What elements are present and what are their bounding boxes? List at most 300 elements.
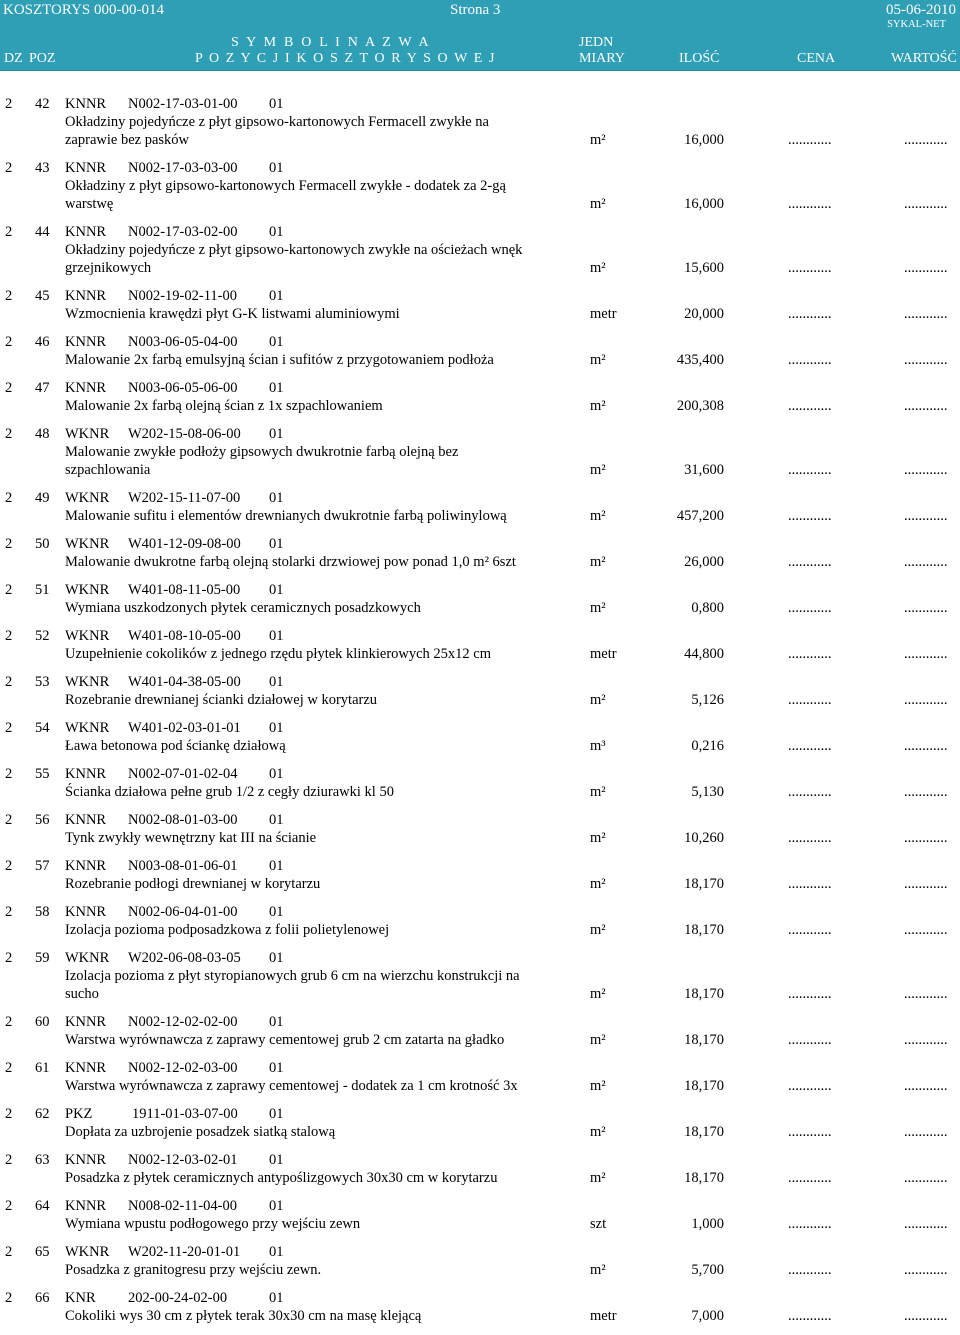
item-variant: 01 xyxy=(269,628,284,644)
item-description-line: Malowanie 2x farbą emulsyjną ścian i sufitów z przygotowaniem podłoża xyxy=(65,352,494,368)
item-header-line xyxy=(0,719,960,737)
row-spacer xyxy=(0,1187,960,1197)
item-last-line xyxy=(0,1031,960,1049)
item-position: 48 xyxy=(35,426,50,442)
item-price: ............ xyxy=(788,738,832,754)
col-ilosc: ILOŚĆ xyxy=(679,51,720,66)
item-quantity: 10,260 xyxy=(684,830,724,846)
item-description-line: Wzmocnienia krawędzi płyt G-K listwami aluminiowymi xyxy=(65,306,400,322)
item-description-line: Tynk zwykły wewnętrzny kat III na ścianie xyxy=(65,830,317,846)
item-description-line: sucho xyxy=(65,986,99,1002)
cost-item-row xyxy=(0,765,960,811)
item-price: ............ xyxy=(788,132,832,148)
item-quantity: 0,216 xyxy=(691,738,724,754)
item-description-line: Izolacja pozioma z płyt styropianowych grub 6 cm na wierzchu konstrukcji na xyxy=(65,968,520,984)
item-description-line: Malowanie zwykłe podłoży gipsowych dwukrotnie farbą olejną bez xyxy=(65,444,459,460)
item-dz: 2 xyxy=(5,160,13,176)
cost-item-row xyxy=(0,489,960,535)
item-variant: 01 xyxy=(269,674,284,690)
item-price: ............ xyxy=(788,260,832,276)
item-description-line: Ścianka działowa pełne grub 1/2 z cegły dziurawki kl 50 xyxy=(65,784,394,800)
cost-item-row xyxy=(0,903,960,949)
col-dz: DZ xyxy=(4,51,23,66)
item-header-line xyxy=(0,489,960,507)
item-catalog: KNNR xyxy=(65,812,107,828)
item-value: ............ xyxy=(904,508,948,524)
item-last-line xyxy=(0,507,960,525)
item-position: 51 xyxy=(35,582,50,598)
item-dz: 2 xyxy=(5,1198,13,1214)
item-header-line xyxy=(0,1059,960,1077)
item-unit: m² xyxy=(590,398,606,414)
item-price: ............ xyxy=(788,398,832,414)
item-header-line xyxy=(0,903,960,921)
item-unit: m² xyxy=(590,922,606,938)
item-catalog: KNNR xyxy=(65,766,107,782)
cost-item-row xyxy=(0,287,960,333)
item-unit: m² xyxy=(590,692,606,708)
item-value: ............ xyxy=(904,1078,948,1094)
cost-item-row xyxy=(0,581,960,627)
item-catalog: KNNR xyxy=(65,96,107,112)
item-position: 46 xyxy=(35,334,50,350)
item-catalog: KNNR xyxy=(65,380,107,396)
item-position: 60 xyxy=(35,1014,50,1030)
item-description-line: zaprawie bez pasków xyxy=(65,132,189,148)
item-variant: 01 xyxy=(269,1014,284,1030)
item-unit: m² xyxy=(590,986,606,1002)
item-variant: 01 xyxy=(269,812,284,828)
item-code: W401-08-10-05-00 xyxy=(128,628,241,644)
item-value: ............ xyxy=(904,196,948,212)
item-unit: m² xyxy=(590,1124,606,1140)
item-dz: 2 xyxy=(5,674,13,690)
item-description-line: warstwę xyxy=(65,196,114,212)
item-position: 61 xyxy=(35,1060,50,1076)
item-header-line xyxy=(0,379,960,397)
item-last-line xyxy=(0,1169,960,1187)
item-description-line: Wymiana uszkodzonych płytek ceramicznych posadzkowych xyxy=(65,600,421,616)
cost-item-row xyxy=(0,379,960,425)
item-description-line: Posadzka z granitogresu przy wejściu zewn. xyxy=(65,1262,322,1278)
item-position: 66 xyxy=(35,1290,50,1306)
item-quantity: 18,170 xyxy=(684,1032,724,1048)
item-variant: 01 xyxy=(269,96,284,112)
col-wartosc: WARTOŚĆ xyxy=(891,51,957,66)
item-price: ............ xyxy=(788,554,832,570)
item-description-line: Dopłata za uzbrojenie posadzek siatką stalową xyxy=(65,1124,336,1140)
item-catalog: KNNR xyxy=(65,1060,107,1076)
item-variant: 01 xyxy=(269,904,284,920)
item-unit: m² xyxy=(590,508,606,524)
item-variant: 01 xyxy=(269,1106,284,1122)
page-number: Strona 3 xyxy=(450,2,501,18)
item-variant: 01 xyxy=(269,766,284,782)
item-code: 202-00-24-02-00 xyxy=(128,1290,228,1306)
item-last-line xyxy=(0,351,960,369)
item-dz: 2 xyxy=(5,858,13,874)
item-code: W401-02-03-01-01 xyxy=(128,720,241,736)
item-header-line xyxy=(0,1151,960,1169)
item-value: ............ xyxy=(904,646,948,662)
item-catalog: WKNR xyxy=(65,628,110,644)
row-spacer xyxy=(0,415,960,425)
item-last-line xyxy=(0,397,960,415)
row-spacer xyxy=(0,847,960,857)
item-catalog: KNNR xyxy=(65,1198,107,1214)
item-quantity: 5,700 xyxy=(691,1262,724,1278)
item-price: ............ xyxy=(788,1216,832,1232)
item-header-line xyxy=(0,1105,960,1123)
row-spacer xyxy=(0,709,960,719)
item-description-line: Warstwa wyrównawcza z zaprawy cementowej grub 2 cm zatarta na gładko xyxy=(65,1032,505,1048)
item-value: ............ xyxy=(904,1124,948,1140)
item-variant: 01 xyxy=(269,582,284,598)
item-unit: m² xyxy=(590,600,606,616)
item-description-line: Ława betonowa pod ściankę działową xyxy=(65,738,286,754)
row-spacer xyxy=(0,663,960,673)
item-position: 47 xyxy=(35,380,50,396)
item-catalog: WKNR xyxy=(65,674,110,690)
cost-item-row xyxy=(0,719,960,765)
item-dz: 2 xyxy=(5,904,13,920)
item-catalog: WKNR xyxy=(65,490,110,506)
item-code: N002-12-02-03-00 xyxy=(128,1060,238,1076)
item-value: ............ xyxy=(904,1308,948,1324)
item-dz: 2 xyxy=(5,1060,13,1076)
item-quantity: 26,000 xyxy=(684,554,724,570)
item-variant: 01 xyxy=(269,426,284,442)
item-value: ............ xyxy=(904,830,948,846)
item-catalog: KNNR xyxy=(65,224,107,240)
item-unit: metr xyxy=(590,306,617,322)
item-variant: 01 xyxy=(269,160,284,176)
row-spacer xyxy=(0,939,960,949)
item-header-line xyxy=(0,673,960,691)
item-catalog: KNNR xyxy=(65,1152,107,1168)
item-position: 53 xyxy=(35,674,50,690)
cost-item-row xyxy=(0,159,960,223)
item-catalog: WKNR xyxy=(65,582,110,598)
item-code: W202-06-08-03-05 xyxy=(128,950,241,966)
item-header-line xyxy=(0,1013,960,1031)
item-code: W401-04-38-05-00 xyxy=(128,674,241,690)
item-quantity: 20,000 xyxy=(684,306,724,322)
row-spacer xyxy=(0,277,960,287)
item-code: W202-15-11-07-00 xyxy=(128,490,241,506)
item-last-line xyxy=(0,1261,960,1279)
item-description-line: Rozebranie drewnianej ścianki działowej w korytarzu xyxy=(65,692,378,708)
row-spacer xyxy=(0,801,960,811)
cost-item-row xyxy=(0,1151,960,1197)
item-quantity: 18,170 xyxy=(684,922,724,938)
item-position: 56 xyxy=(35,812,50,828)
cost-item-row xyxy=(0,95,960,159)
item-header-line xyxy=(0,223,960,241)
item-variant: 01 xyxy=(269,858,284,874)
item-price: ............ xyxy=(788,646,832,662)
item-last-line xyxy=(0,875,960,893)
item-price: ............ xyxy=(788,352,832,368)
item-header-line xyxy=(0,1197,960,1215)
item-code: N008-02-11-04-00 xyxy=(128,1198,237,1214)
row-spacer xyxy=(0,893,960,903)
item-unit: m² xyxy=(590,1032,606,1048)
item-value: ............ xyxy=(904,352,948,368)
item-unit: m² xyxy=(590,462,606,478)
item-variant: 01 xyxy=(269,950,284,966)
item-variant: 01 xyxy=(269,224,284,240)
item-description-line: grzejnikowych xyxy=(65,260,152,276)
page-header-bar xyxy=(0,0,960,32)
item-position: 58 xyxy=(35,904,50,920)
item-header-line xyxy=(0,857,960,875)
cost-item-row xyxy=(0,1197,960,1243)
item-header-line xyxy=(0,287,960,305)
item-price: ............ xyxy=(788,1124,832,1140)
item-last-line xyxy=(0,783,960,801)
cost-items-list xyxy=(0,95,960,1335)
item-position: 45 xyxy=(35,288,50,304)
item-header-line xyxy=(0,811,960,829)
item-unit: m² xyxy=(590,784,606,800)
item-last-line xyxy=(0,553,960,571)
item-position: 44 xyxy=(35,224,50,240)
item-variant: 01 xyxy=(269,1244,284,1260)
item-last-line xyxy=(0,691,960,709)
item-value: ............ xyxy=(904,692,948,708)
item-value: ............ xyxy=(904,986,948,1002)
item-dz: 2 xyxy=(5,812,13,828)
row-spacer xyxy=(0,1279,960,1289)
col-cena: CENA xyxy=(797,51,836,66)
item-value: ............ xyxy=(904,306,948,322)
item-description-line: Wymiana wpustu podłogowego przy wejściu zewn xyxy=(65,1216,361,1232)
item-last-line xyxy=(0,1307,960,1325)
row-spacer xyxy=(0,213,960,223)
cost-item-row xyxy=(0,425,960,489)
item-value: ............ xyxy=(904,554,948,570)
item-last-line xyxy=(0,1123,960,1141)
row-spacer xyxy=(0,1049,960,1059)
item-header-line xyxy=(0,425,960,443)
cost-item-row xyxy=(0,333,960,379)
item-position: 57 xyxy=(35,858,50,874)
item-value: ............ xyxy=(904,1170,948,1186)
item-code: N003-06-05-04-00 xyxy=(128,334,238,350)
item-dz: 2 xyxy=(5,288,13,304)
item-value: ............ xyxy=(904,260,948,276)
col-jedn: JEDN xyxy=(579,35,614,50)
item-last-line xyxy=(0,599,960,617)
item-dz: 2 xyxy=(5,1290,13,1306)
item-price: ............ xyxy=(788,306,832,322)
item-unit: m² xyxy=(590,830,606,846)
row-spacer xyxy=(0,755,960,765)
item-catalog: WKNR xyxy=(65,426,110,442)
item-dz: 2 xyxy=(5,380,13,396)
item-dz: 2 xyxy=(5,720,13,736)
row-spacer xyxy=(0,1141,960,1151)
col-miary: MIARY xyxy=(579,51,625,66)
cost-item-row xyxy=(0,1013,960,1059)
item-header-line xyxy=(0,333,960,351)
item-quantity: 18,170 xyxy=(684,1078,724,1094)
item-unit: m² xyxy=(590,260,606,276)
item-catalog: WKNR xyxy=(65,536,110,552)
cost-item-row xyxy=(0,673,960,719)
item-code: 1911-01-03-07-00 xyxy=(132,1106,238,1122)
item-price: ............ xyxy=(788,692,832,708)
item-value: ............ xyxy=(904,462,948,478)
item-dz: 2 xyxy=(5,628,13,644)
item-code: W401-12-09-08-00 xyxy=(128,536,241,552)
item-catalog: KNNR xyxy=(65,904,107,920)
item-catalog: KNNR xyxy=(65,334,107,350)
item-quantity: 7,000 xyxy=(691,1308,724,1324)
item-quantity: 5,126 xyxy=(691,692,724,708)
row-spacer xyxy=(0,525,960,535)
item-quantity: 18,170 xyxy=(684,876,724,892)
item-price: ............ xyxy=(788,1262,832,1278)
item-position: 54 xyxy=(35,720,50,736)
item-value: ............ xyxy=(904,876,948,892)
cost-item-row xyxy=(0,857,960,903)
item-code: N002-12-02-02-00 xyxy=(128,1014,238,1030)
col-symbol-name: S Y M B O L I N A Z W A xyxy=(231,35,431,50)
item-price: ............ xyxy=(788,1170,832,1186)
item-header-line xyxy=(0,1243,960,1261)
item-variant: 01 xyxy=(269,490,284,506)
item-price: ............ xyxy=(788,1078,832,1094)
item-unit: m² xyxy=(590,1262,606,1278)
item-position: 43 xyxy=(35,160,50,176)
item-value: ............ xyxy=(904,1032,948,1048)
item-catalog: WKNR xyxy=(65,950,110,966)
item-last-line xyxy=(0,985,960,1003)
item-unit: m² xyxy=(590,554,606,570)
item-description-line: szpachlowania xyxy=(65,462,151,478)
item-header-line xyxy=(0,159,960,177)
item-quantity: 200,308 xyxy=(676,398,724,414)
item-code: W401-08-11-05-00 xyxy=(128,582,241,598)
item-description-line: Malowanie sufitu i elementów drewnianych dwukrotnie farbą poliwinylową xyxy=(65,508,507,524)
item-value: ............ xyxy=(904,398,948,414)
item-dz: 2 xyxy=(5,582,13,598)
item-variant: 01 xyxy=(269,1060,284,1076)
item-unit: m² xyxy=(590,196,606,212)
item-description-line: Cokoliki wys 30 cm z płytek terak 30x30 cm na masę klejącą xyxy=(65,1308,422,1324)
item-position: 50 xyxy=(35,536,50,552)
item-quantity: 31,600 xyxy=(684,462,724,478)
item-variant: 01 xyxy=(269,1152,284,1168)
item-price: ............ xyxy=(788,830,832,846)
item-unit: m² xyxy=(590,1170,606,1186)
document-title: KOSZTORYS 000-00-014 xyxy=(3,2,164,18)
item-description-line: Okładziny pojedyńcze z płyt gipsowo-kartonowych zwykłe na ościeżach wnęk xyxy=(65,242,523,258)
item-last-line xyxy=(0,305,960,323)
item-code: N002-17-03-01-00 xyxy=(128,96,238,112)
item-value: ............ xyxy=(904,1216,948,1232)
item-dz: 2 xyxy=(5,224,13,240)
item-last-line xyxy=(0,195,960,213)
item-price: ............ xyxy=(788,876,832,892)
item-description-line: Malowanie dwukrotne farbą olejną stolarki drzwiowej pow ponad 1,0 m² 6szt xyxy=(65,554,516,570)
item-description-line: Okładziny pojedyńcze z płyt gipsowo-kartonowych Fermacell zwykłe na xyxy=(65,114,489,130)
item-code: N003-08-01-06-01 xyxy=(128,858,238,874)
item-catalog: KNNR xyxy=(65,160,107,176)
item-code: N002-12-03-02-01 xyxy=(128,1152,238,1168)
item-dz: 2 xyxy=(5,1244,13,1260)
item-dz: 2 xyxy=(5,766,13,782)
item-last-line xyxy=(0,461,960,479)
cost-item-row xyxy=(0,811,960,857)
cost-item-row xyxy=(0,627,960,673)
item-last-line xyxy=(0,829,960,847)
item-catalog: KNNR xyxy=(65,1014,107,1030)
item-quantity: 1,000 xyxy=(691,1216,724,1232)
item-variant: 01 xyxy=(269,1290,284,1306)
item-unit: m² xyxy=(590,876,606,892)
item-variant: 01 xyxy=(269,288,284,304)
item-position: 42 xyxy=(35,96,50,112)
item-catalog: WKNR xyxy=(65,1244,110,1260)
item-code: N002-08-01-03-00 xyxy=(128,812,238,828)
cost-item-row xyxy=(0,949,960,1013)
item-dz: 2 xyxy=(5,490,13,506)
item-price: ............ xyxy=(788,784,832,800)
item-variant: 01 xyxy=(269,1198,284,1214)
item-dz: 2 xyxy=(5,426,13,442)
item-quantity: 0,800 xyxy=(691,600,724,616)
item-dz: 2 xyxy=(5,1106,13,1122)
document-date: 05-06-2010 xyxy=(886,2,956,18)
item-price: ............ xyxy=(788,196,832,212)
item-value: ............ xyxy=(904,738,948,754)
item-last-line xyxy=(0,737,960,755)
program-name: SYKAL-NET xyxy=(887,19,946,30)
item-code: N002-07-01-02-04 xyxy=(128,766,238,782)
col-position: P O Z Y C J I K O S Z T O R Y S O W E J xyxy=(195,51,497,66)
item-description-line: Rozebranie podłogi drewnianej w korytarzu xyxy=(65,876,321,892)
item-unit: m² xyxy=(590,352,606,368)
item-code: W202-15-08-06-00 xyxy=(128,426,241,442)
item-position: 62 xyxy=(35,1106,50,1122)
row-spacer xyxy=(0,1325,960,1335)
item-quantity: 435,400 xyxy=(676,352,724,368)
item-position: 64 xyxy=(35,1198,50,1214)
item-variant: 01 xyxy=(269,380,284,396)
item-quantity: 44,800 xyxy=(684,646,724,662)
item-price: ............ xyxy=(788,508,832,524)
item-unit: m³ xyxy=(590,738,606,754)
item-unit: metr xyxy=(590,1308,617,1324)
item-position: 52 xyxy=(35,628,50,644)
cost-item-row xyxy=(0,1289,960,1335)
row-spacer xyxy=(0,617,960,627)
item-catalog: WKNR xyxy=(65,720,110,736)
row-spacer xyxy=(0,1095,960,1105)
item-header-line xyxy=(0,535,960,553)
item-dz: 2 xyxy=(5,96,13,112)
item-unit: szt xyxy=(590,1216,607,1232)
item-variant: 01 xyxy=(269,536,284,552)
item-unit: metr xyxy=(590,646,617,662)
item-description-line: Warstwa wyrównawcza z zaprawy cementowej - dodatek za 1 cm krotność 3x xyxy=(65,1078,518,1094)
item-quantity: 18,170 xyxy=(684,1170,724,1186)
item-last-line xyxy=(0,259,960,277)
item-code: W202-11-20-01-01 xyxy=(128,1244,241,1260)
